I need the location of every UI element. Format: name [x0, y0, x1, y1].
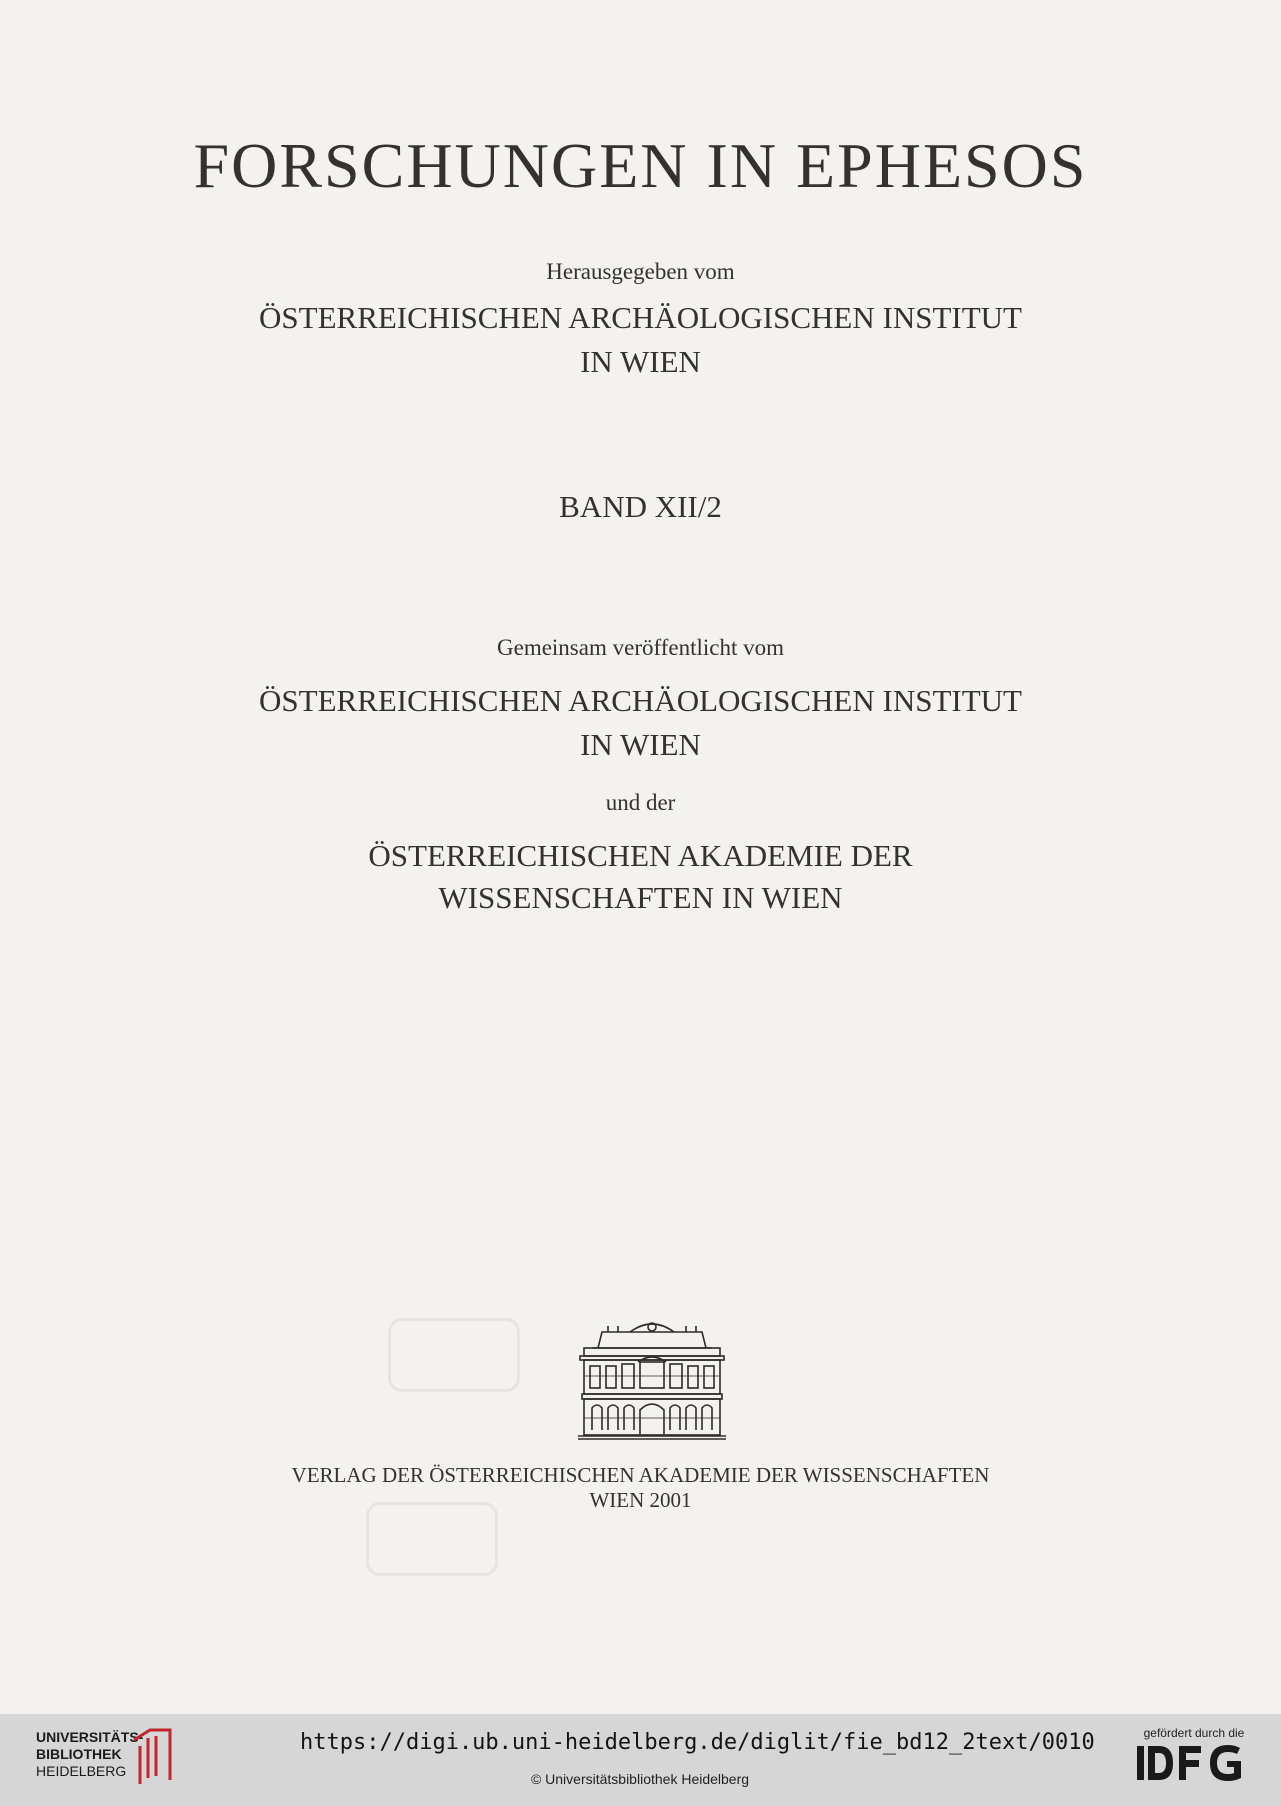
- editor-name-line2: IN WIEN: [580, 344, 701, 379]
- editor-intro: Herausgegeben vom: [546, 259, 735, 284]
- academy-name-line2: WISSENSCHAFTEN IN WIEN: [438, 880, 843, 915]
- library-name-line2: BIBLIOTHEK: [36, 1746, 122, 1762]
- academy-building-icon: [578, 1318, 726, 1442]
- joint-name-line2: IN WIEN: [580, 727, 701, 762]
- show-through-stamp: [366, 1502, 498, 1576]
- joint-intro: Gemeinsam veröffentlicht vom: [497, 635, 784, 660]
- series-title: FORSCHUNGEN IN EPHESOS: [193, 130, 1088, 201]
- copyright-notice: © Universitätsbibliothek Heidelberg: [530, 1771, 750, 1787]
- publisher-name: VERLAG DER ÖSTERREICHISCHEN AKADEMIE DER WISSENSCHAFTEN: [291, 1463, 990, 1487]
- publication-place-year: WIEN 2001: [589, 1488, 692, 1512]
- ub-heidelberg-logo-icon[interactable]: [36, 1726, 186, 1788]
- library-name-line1: UNIVERSITÄTS-: [36, 1729, 144, 1745]
- volume-number: BAND XII/2: [559, 489, 722, 524]
- conjunction: und der: [605, 790, 676, 815]
- show-through-stamp: [388, 1318, 520, 1392]
- permalink-url[interactable]: https://digi.ub.uni-heidelberg.de/diglit/fie_bd12_2text/0010: [300, 1730, 1095, 1755]
- library-name-line3: HEIDELBERG: [36, 1763, 127, 1779]
- joint-name-line1: ÖSTERREICHISCHEN ARCHÄOLOGISCHEN INSTITUT: [259, 683, 1022, 718]
- dfg-logo-icon[interactable]: [1137, 1740, 1253, 1786]
- editor-name-line1: ÖSTERREICHISCHEN ARCHÄOLOGISCHEN INSTITUT: [259, 300, 1022, 335]
- funding-note: gefördert durch die: [1143, 1726, 1245, 1740]
- academy-name-line1: ÖSTERREICHISCHEN AKADEMIE DER: [368, 838, 913, 873]
- footer-bar: [0, 1714, 1281, 1806]
